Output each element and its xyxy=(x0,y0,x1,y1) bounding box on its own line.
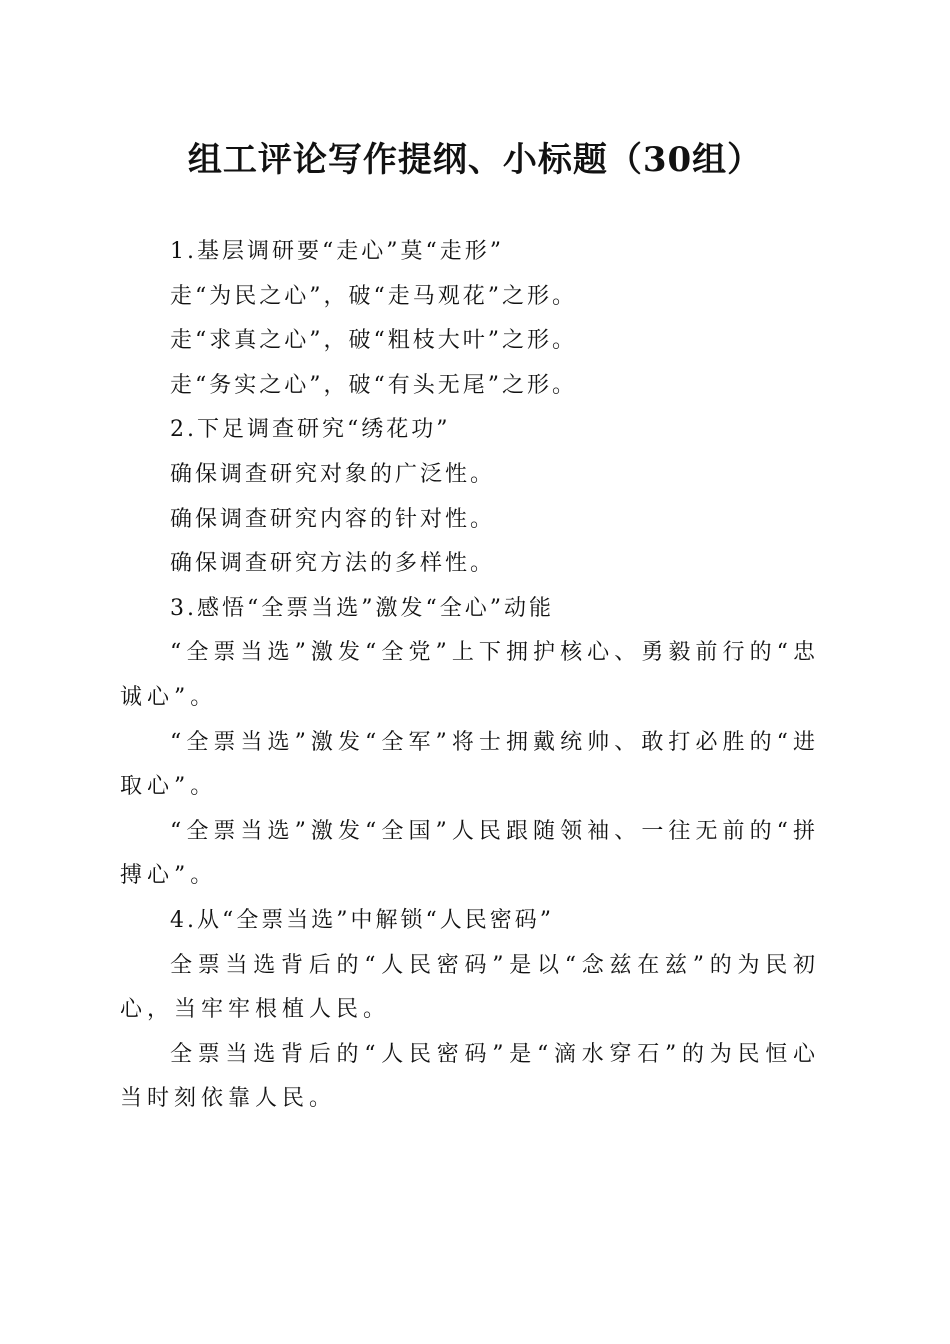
body-paragraph: “全票当选”激发“全军”将士拥戴统帅、敢打必胜的“进取心”。 xyxy=(120,729,820,800)
section-heading: 1.基层调研要“走心”莫“走形” xyxy=(170,239,504,264)
body-paragraph: “全票当选”激发“全党”上下拥护核心、勇毅前行的“忠诚心”。 xyxy=(120,640,820,710)
body-paragraph: 全票当选背后的“人民密码”是以“念兹在兹”的为民初心，当牢牢根植人民。 xyxy=(120,952,820,1023)
body-line: 确保调查研究对象的广泛性。 xyxy=(170,461,496,487)
body-line: 确保调查研究内容的针对性。 xyxy=(170,506,496,532)
body-line: 确保调查研究方法的多样性。 xyxy=(170,551,496,577)
body-line: 走“求真之心”，破“粗枝大叶”之形。 xyxy=(170,328,577,354)
body-paragraph: “全票当选”激发“全国”人民跟随领袖、一往无前的“拼搏心”。 xyxy=(120,818,820,889)
section-heading: 4.从“全票当选”中解锁“人民密码” xyxy=(170,907,554,933)
body-line: 走“务实之心”，破“有头无尾”之形。 xyxy=(170,372,577,398)
document-body xyxy=(120,230,820,1122)
section-heading: 3.感悟“全票当选”激发“全心”动能 xyxy=(170,595,554,621)
section-heading: 2.下足调查研究“绣花功” xyxy=(170,417,451,443)
document-title: 组工评论写作提纲、小标题（30组） xyxy=(187,140,763,180)
body-line: 走“为民之心”，破“走马观花”之形。 xyxy=(170,283,577,309)
body-paragraph: 全票当选背后的“人民密码”是“滴水穿石”的为民恒心当时刻依靠人民。 xyxy=(120,1041,820,1112)
